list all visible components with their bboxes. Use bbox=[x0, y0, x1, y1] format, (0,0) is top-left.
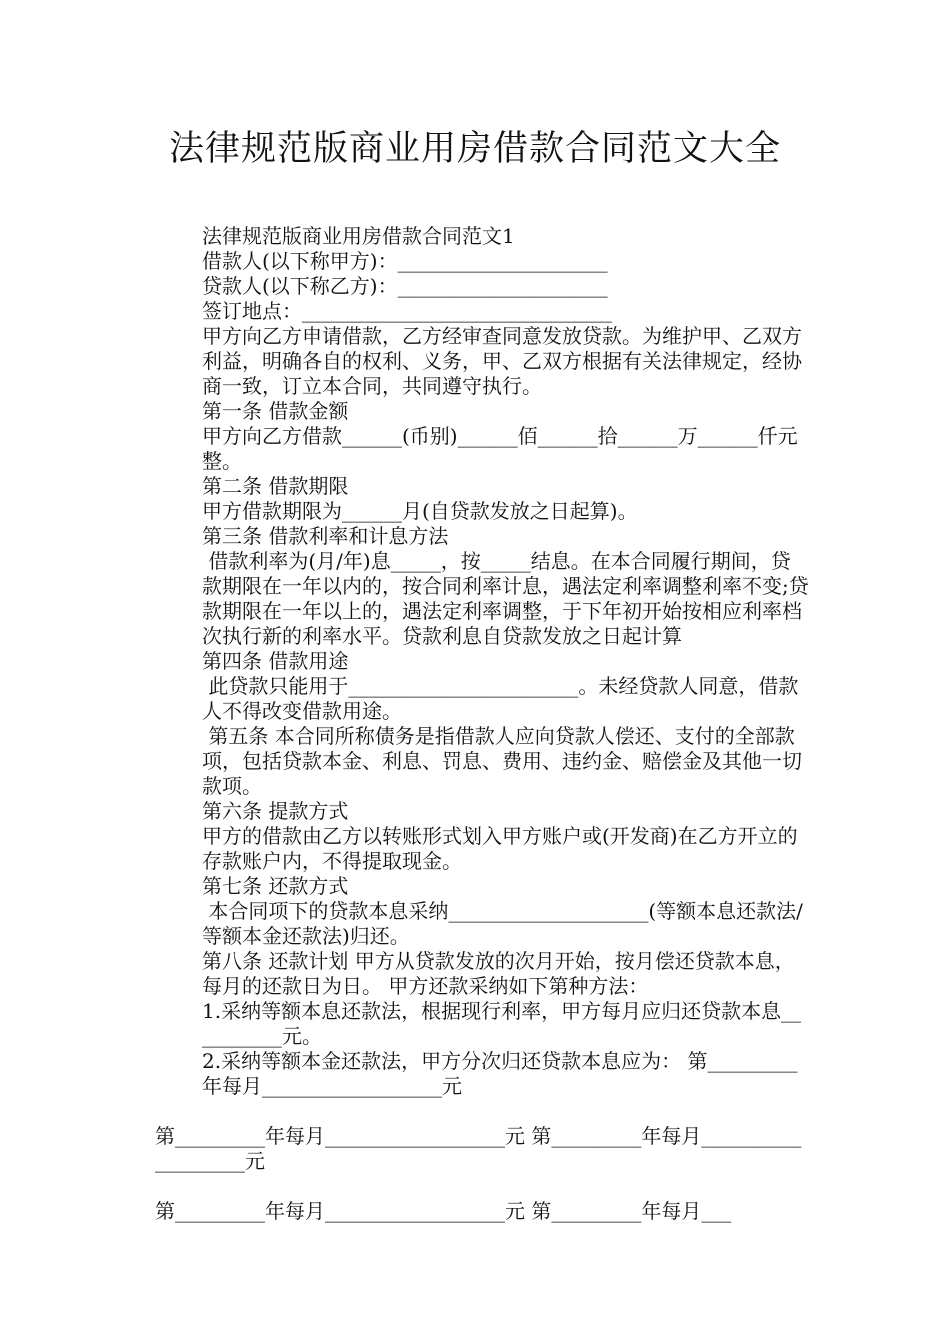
article-6-heading: 第六条 提款方式 bbox=[202, 799, 349, 823]
document-body bbox=[145, 224, 810, 1224]
article-3-text: 借款利率为(月/年)息_____，按_____结息。在本合同履行期间，贷款期限在一年以内的，按合同利率计息，遇法定利率调整利率不变;贷款期限在一年以上的，遇法定利率调整，于下年初开始按相应利率档次执行新的利率水平。贷款利息自贷款发放之日起计算 bbox=[202, 549, 809, 648]
article-8-text: 第八条 还款计划 甲方从贷款发放的次月开始，按月偿还贷款本息，每月的还款日为日。 甲方还款采纳如下第种方法： bbox=[202, 949, 795, 998]
borrower-line: 借款人(以下称甲方)：_____________________ bbox=[202, 249, 608, 273]
lender-line: 贷款人(以下称乙方)：_____________________ bbox=[202, 274, 608, 298]
article-2-heading: 第二条 借款期限 bbox=[202, 474, 349, 498]
article-4-heading: 第四条 借款用途 bbox=[202, 649, 349, 673]
article-3-heading: 第三条 借款利率和计息方法 bbox=[202, 524, 449, 548]
article-7-text: 本合同项下的贷款本息采纳____________________(等额本息还款法/等额本金还款法)归还。 bbox=[202, 899, 803, 948]
article-4-text: 此贷款只能用于_______________________。未经贷款人同意，借款人不得改变借款用途。 bbox=[202, 674, 799, 723]
spacer bbox=[145, 1174, 810, 1199]
preamble-paragraph: 甲方向乙方申请借款，乙方经审查同意发放贷款。为维护甲、乙双方利益，明确各自的权利、义务，甲、乙双方根据有关法律规定，经协商一致，订立本合同，共同遵守执行。 bbox=[202, 324, 802, 398]
repayment-schedule-row: 第_________年每月__________________元 第_________年每月___ bbox=[155, 1199, 732, 1223]
repayment-schedule-row: 第_________年每月__________________元 第_________年每月___________________元 bbox=[155, 1124, 802, 1173]
article-7-heading: 第七条 还款方式 bbox=[202, 874, 349, 898]
article-6-text: 甲方的借款由乙方以转账形式划入甲方账户或(开发商)在乙方开立的存款账户内，不得提取现金。 bbox=[202, 824, 798, 873]
signing-place-line: 签订地点：_______________________________ bbox=[202, 299, 612, 323]
subtitle: 法律规范版商业用房借款合同范文1 bbox=[202, 224, 515, 248]
article-2-text: 甲方借款期限为______月(自贷款发放之日起算)。 bbox=[202, 499, 638, 523]
article-1-heading: 第一条 借款金额 bbox=[202, 399, 349, 423]
repayment-method-1: 1.采纳等额本息还款法，根据现行利率，甲方每月应归还贷款本息__________元。 bbox=[202, 999, 802, 1048]
document-title: 法律规范版商业用房借款合同范文大全 bbox=[168, 129, 781, 169]
article-1-text: 甲方向乙方借款______(币别)______佰______拾______万______仟元整。 bbox=[202, 424, 798, 473]
repayment-method-2: 2.采纳等额本金还款法，甲方分次归还贷款本息应为： 第_________年每月__________________元 bbox=[202, 1049, 798, 1098]
spacer bbox=[145, 1099, 810, 1124]
article-5-text: 第五条 本合同所称债务是指借款人应向贷款人偿还、支付的全部款项，包括贷款本金、利息、罚息、费用、违约金、赔偿金及其他一切款项。 bbox=[202, 724, 802, 798]
